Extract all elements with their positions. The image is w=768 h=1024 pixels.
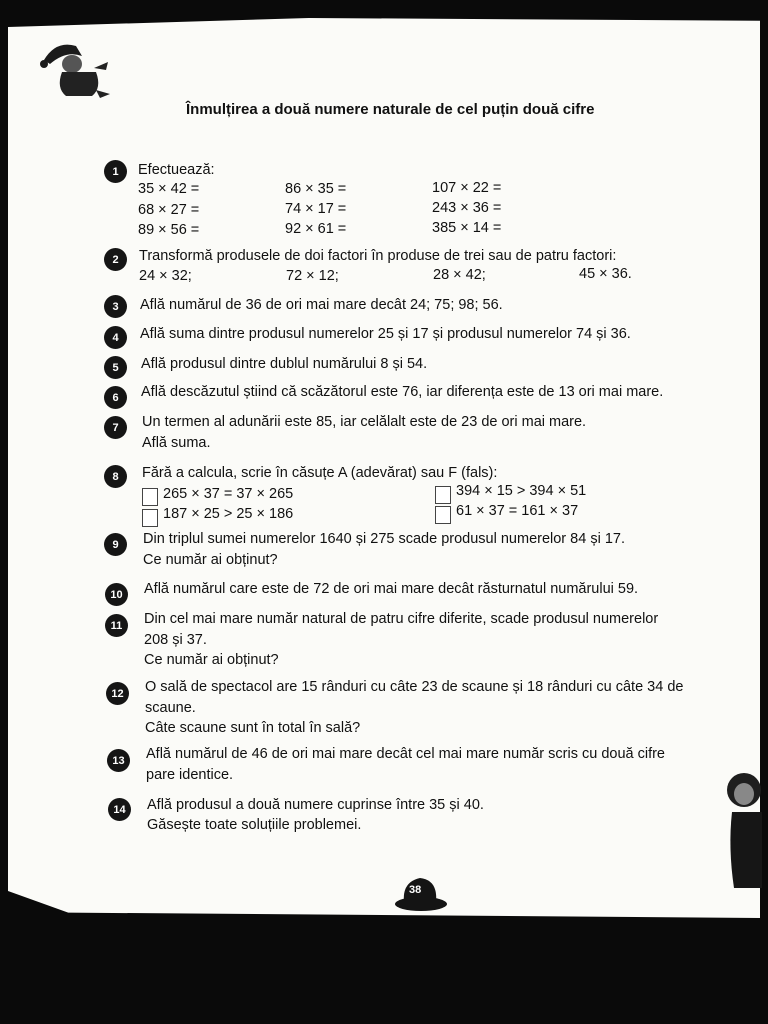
grid-cell: 107 × 22 =: [432, 180, 502, 196]
exercise-number: 10: [105, 583, 128, 606]
exercise-text: Află descăzutul știind că scăzătorul este 76, iar diferența este de 13 ori mai mare.: [141, 384, 664, 400]
answer-checkbox[interactable]: [435, 506, 451, 524]
factor-item: 24 × 32;: [139, 268, 192, 284]
answer-checkbox[interactable]: [142, 488, 158, 506]
exercise-text: Din triplul sumei numerelor 1640 și 275 scade produsul numerelor 84 și 17.: [143, 531, 625, 547]
exercise-text-2: Ce număr ai obținut?: [143, 552, 278, 568]
exercise-number: 11: [105, 614, 128, 637]
exercise-number: 2: [104, 248, 127, 271]
exercise-text: Din cel mai mare număr natural de patru cifre diferite, scade produsul numerelor: [144, 611, 659, 627]
exercise-number: 4: [104, 326, 127, 349]
grid-cell: 86 × 35 =: [285, 181, 347, 197]
exercise-text: Află suma dintre produsul numerelor 25 și 17 și produsul numerelor 74 și 36.: [140, 326, 631, 342]
statement: 61 × 37 = 161 × 37: [456, 503, 579, 519]
exercise-number: 13: [107, 749, 130, 772]
exercise-text: Fără a calcula, scrie în căsuțe A (adevărat) sau F (fals):: [142, 465, 498, 481]
grid-cell: 35 × 42 =: [138, 181, 200, 197]
grid-cell: 92 × 61 =: [285, 221, 347, 237]
page-title: Înmulțirea a două numere naturale de cel puțin două cifre: [186, 101, 595, 118]
exercise-number: 12: [106, 682, 129, 705]
exercise-number: 9: [104, 533, 127, 556]
grid-cell: 68 × 27 =: [138, 202, 200, 218]
exercise-text: Află produsul a două numere cuprinse între 35 și 40.: [147, 797, 484, 813]
exercise-number: 5: [104, 356, 127, 379]
exercise-text: Află numărul de 46 de ori mai mare decât cel mai mare număr scris cu două cifre: [146, 746, 665, 762]
exercise-text: Află numărul care este de 72 de ori mai mare decât răsturnatul numărului 59.: [144, 581, 639, 597]
grid-cell: 243 × 36 =: [432, 200, 502, 216]
exercise-number: 7: [104, 416, 127, 439]
grid-cell: 89 × 56 =: [138, 222, 200, 238]
exercise-text-3: Ce număr ai obținut?: [144, 652, 279, 668]
exercise-text: O sală de spectacol are 15 rânduri cu câte 23 de scaune și 18 rânduri cu câte 34 de: [145, 679, 684, 695]
exercise-text: Un termen al adunării este 85, iar celălalt este de 23 de ori mai mare.: [142, 414, 587, 430]
factor-item: 28 × 42;: [433, 267, 486, 283]
exercise-text-2: scaune.: [145, 700, 196, 716]
grid-cell: 385 × 14 =: [432, 220, 502, 236]
exercise-text-2: 208 și 37.: [144, 632, 207, 648]
statement: 187 × 25 > 25 × 186: [163, 506, 294, 522]
exercise-text-2: Află suma.: [142, 435, 211, 451]
exercise-number: 6: [104, 386, 127, 409]
exercise-number: 3: [104, 295, 127, 318]
statement: 265 × 37 = 37 × 265: [163, 486, 294, 502]
factor-item: 72 × 12;: [286, 268, 339, 284]
exercise-text: Află produsul dintre dublul numărului 8 și 54.: [141, 356, 428, 372]
answer-checkbox[interactable]: [142, 509, 158, 527]
girl-mascot-icon: [722, 768, 762, 898]
exercise-text: Află numărul de 36 de ori mai mare decât 24; 75; 98; 56.: [140, 297, 503, 313]
exercise-number: 14: [108, 798, 131, 821]
statement: 394 × 15 > 394 × 51: [456, 483, 587, 499]
answer-checkbox[interactable]: [435, 486, 451, 504]
exercise-text-3: Câte scaune sunt în total în sală?: [145, 720, 361, 736]
dwarf-mascot-icon: [36, 38, 116, 100]
exercise-text-2: Găsește toate soluțiile problemei.: [147, 817, 362, 833]
exercise-number: 8: [104, 465, 127, 488]
factor-item: 45 × 36.: [579, 266, 632, 282]
grid-cell: 74 × 17 =: [285, 201, 347, 217]
exercise-text-2: pare identice.: [146, 767, 234, 783]
page-number: 38: [409, 884, 422, 896]
exercise-text: Efectuează:: [138, 162, 215, 178]
exercise-text: Transformă produsele de doi factori în produse de trei sau de patru factori:: [139, 248, 617, 264]
exercise-number: 1: [104, 160, 127, 183]
